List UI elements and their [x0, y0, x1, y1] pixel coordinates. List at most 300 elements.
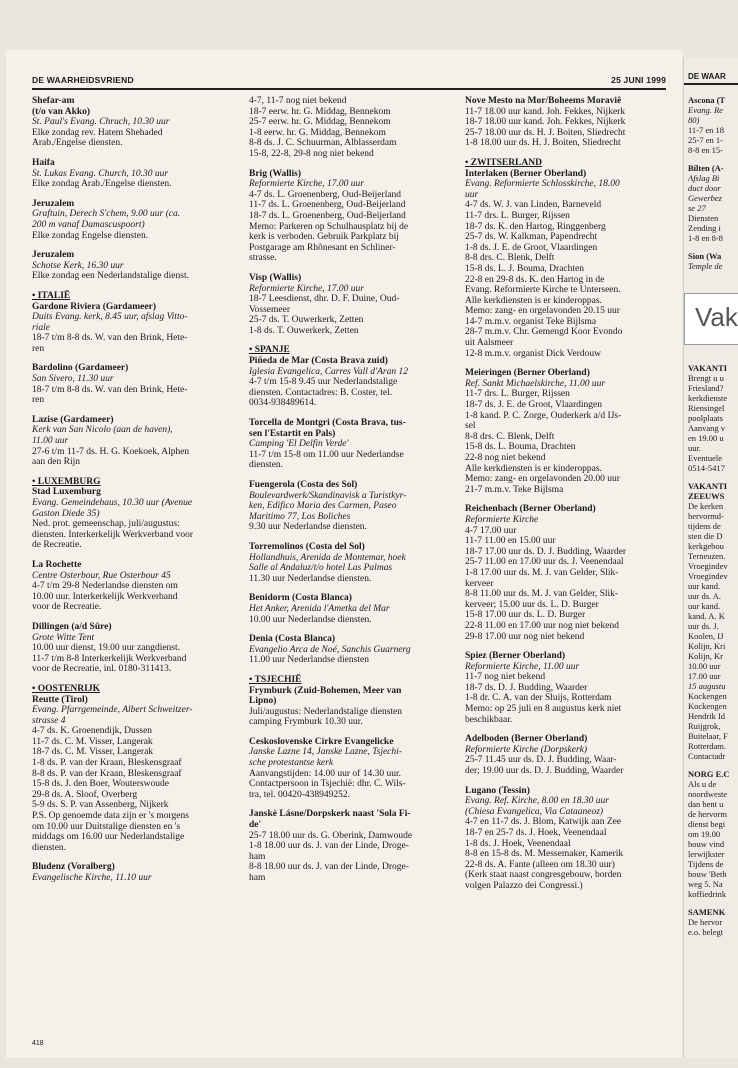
location-name: Benidorm (Costa Blanca): [249, 593, 352, 604]
strip-text-line: Gewerbez: [688, 193, 722, 203]
strip-text-line: bouw 'Beth: [688, 869, 727, 879]
service-line: 8-8 11.00 uur ds. M. J. van Gelder, Slik-: [465, 589, 619, 600]
service-line: 22-8 11.00 en 17.00 uur nog niet bekend: [465, 620, 619, 631]
country-heading: • TSJECHIË: [249, 674, 302, 685]
service-line: 4-7 ds. W. J. van Linden, Barneveld: [465, 200, 602, 211]
listing-entry: [32, 96, 235, 149]
church-address: Gaston Diede 35): [32, 508, 100, 519]
listing-entry: [465, 504, 668, 642]
strip-text-line: Kolijn, Kr: [688, 651, 723, 661]
service-line: 8-8 18.00 uur ds. J. van der Linde, Droge-: [249, 862, 409, 873]
location-name: Reichenbach (Berner Oberland): [465, 504, 596, 515]
service-line: 11.00 uur Nederlandse diensten: [249, 655, 369, 666]
service-line: Ned. prot. gemeenschap, juli/augustus:: [32, 519, 180, 530]
service-line: 18-7 ds. C. M. Visser, Langerak: [32, 747, 154, 758]
service-line: 18-7 ds. L. Groenenberg, Oud-Beijerland: [249, 210, 406, 221]
service-line: Juli/augustus: Nederlandstalige diensten: [249, 706, 403, 717]
strip-text-line: dan bent u: [688, 799, 724, 809]
listing-entry: [249, 96, 452, 160]
service-line: P.S. Op genoemde data zijn er 's morgens: [32, 811, 189, 822]
listing-entry: [465, 368, 668, 495]
location-name: de': [249, 820, 262, 831]
service-line: ham: [249, 873, 266, 883]
strip-text-line: uur.: [688, 443, 701, 453]
location-name: Bardolino (Gardameer): [32, 363, 129, 374]
service-line: 10.00 uur dienst, 19.00 uur zangdienst.: [32, 643, 181, 654]
church-address: Graftuin, Derech S'chem, 9.00 uur (ca.: [32, 209, 181, 220]
listing-entry: [249, 737, 452, 801]
church-address: St. Lukas Evang. Church, 10.30 uur: [32, 168, 169, 179]
strip-text-line: Brengt u u: [688, 373, 724, 383]
service-line: Vossemeer: [249, 304, 290, 315]
service-line: Elke zondag Arab./Engelse diensten.: [32, 179, 172, 190]
service-line: 5-9 ds. S. P. van Assenberg, Nijkerk: [32, 800, 169, 811]
strip-text-line: Hendrik Id: [688, 711, 726, 721]
listing-entry: [32, 415, 235, 468]
church-address: Evangelio Arca de Noé, Sanchis Guarnerg: [249, 644, 411, 655]
service-line: 1-8 kand. P. C. Zorge, Ouderkerk a/d IJs-: [465, 410, 622, 421]
location-name: Janskè Lásne/Dorpskerk naast 'Sola Fi-: [249, 809, 411, 820]
service-line: 11-7 ds. L. Groenenberg, Oud-Beijerland: [249, 200, 406, 211]
service-line: Memo: zang- en orgelavonden 20.15 uur: [465, 306, 620, 317]
service-line: diensten. Contactadres: B. Coster, tel.: [249, 387, 393, 398]
strip-text-line: 8-8 en 15-: [688, 145, 723, 155]
church-address: Maritimo 77, Los Boliches: [249, 511, 351, 522]
service-line: 11-7 t/m 15-8 om 11.00 uur Nederlandse: [249, 449, 404, 460]
service-line: 1-8 17.00 uur ds. M. J. van Gelder, Slik-: [465, 567, 619, 578]
next-page-header: DE WAAR: [684, 58, 738, 85]
service-line: 0034-938489614.: [249, 398, 317, 409]
service-line: uit Aalsmeer: [465, 338, 514, 349]
service-line: kerveer: [465, 578, 494, 589]
strip-text-line: 0514-5417: [688, 463, 725, 473]
service-line: 25-7 11.45 uur ds. D. J. Budding, Waar-: [465, 755, 617, 766]
strip-text-line: Temple de: [688, 261, 723, 271]
service-line: 1-8 ds. T. Ouwerkerk, Zetten: [249, 325, 359, 336]
country-heading: • SPANJE: [249, 345, 290, 356]
strip-gap: [684, 761, 738, 769]
service-line: ren: [32, 343, 45, 354]
service-line: 27-6 t/m 11-7 ds. H. G. Koekoek, Alphen: [32, 446, 190, 457]
listing-entry: [249, 273, 452, 337]
service-line: 11-7 drs. L. Burger, Rijssen: [465, 389, 570, 400]
service-line: 22-8 en 29-8 ds. K. den Hartog in de: [465, 274, 605, 285]
country-heading: • LUXEMBURG: [32, 476, 101, 487]
service-line: sel: [465, 421, 476, 432]
location-name: Stad Luxemburg: [32, 487, 101, 498]
service-line: 25-7 eerw. hr. G. Middag, Bennekom: [249, 117, 391, 128]
service-line: 8-8 ds. P. van der Kraan, Bleskensgraaf: [32, 768, 182, 779]
location-name: Piñeda de Mar (Costa Brava zuid): [249, 356, 388, 367]
service-line: 18-7 eerw. hr. G. Middag, Bennekom: [249, 106, 391, 117]
strip-text-line: Kockengen: [688, 701, 727, 711]
service-line: tra, tel. 00420-438949252.: [249, 789, 351, 800]
strip-text-line: Contactadr: [688, 751, 726, 761]
next-page-top-text: [684, 95, 738, 271]
listing-entry: [32, 291, 235, 355]
strip-text-line: en 19.00 u: [688, 433, 724, 443]
service-line: 18-7 Leesdienst, dhr. D. F. Duine, Oud-: [249, 294, 400, 305]
location-name: Lazise (Gardameer): [32, 414, 114, 425]
church-address: Evang. Reformierte Schlosskirche, 18.00: [465, 179, 620, 190]
church-address: Camping 'El Delfin Verde': [249, 439, 349, 450]
service-line: 4-7 en 11-7 ds. J. Blom, Katwijk aan Zee: [465, 817, 622, 828]
strip-text-line: 15 augustu: [688, 681, 726, 691]
service-line: Arab./Engelse diensten.: [32, 138, 123, 149]
service-line: 8-8 ds. J. C. Schuurman, Alblasserdam: [249, 138, 397, 149]
service-line: ham: [249, 851, 266, 862]
church-address: 200 m vanaf Damascuspoort): [32, 219, 145, 230]
service-line: ren: [32, 395, 45, 406]
strip-text-line: Afslag Bi: [688, 173, 720, 183]
location-name: Bludenz (Voralberg): [32, 862, 115, 873]
location-name: Torremolinos (Costa del Sol): [249, 541, 365, 552]
service-line: diensten.: [32, 842, 67, 853]
service-line: Alle kerkdiensten is er kinderoppas.: [465, 463, 602, 474]
strip-text-line: uur kand.: [688, 601, 721, 611]
location-name: Reutte (Tirol): [32, 694, 88, 705]
service-line: 10.00 uur Nederlandse diensten.: [249, 614, 372, 625]
strip-text-line: Koolen, IJ: [688, 631, 724, 641]
vakantie-banner: [684, 293, 738, 345]
listing-entry: [249, 542, 452, 584]
service-line: 25-7 ds. T. Ouwerkerk, Zetten: [249, 315, 364, 326]
church-address: Evangelische Kirche, 11.10 uur: [32, 873, 152, 883]
church-address: ken, Edifico Maria des Carmen, Paseo: [249, 501, 397, 512]
church-address: Reformierte Kirche, 17.00 uur: [249, 283, 364, 294]
strip-text-line: Vroegindev: [688, 561, 728, 571]
service-line: Elke zondag een Nederlandstalige dienst.: [32, 271, 189, 282]
strip-text-line: De kerken: [688, 501, 724, 511]
service-line: Contactpersoon in Tsjechië: dhr. C. Wils-: [249, 779, 406, 790]
service-line: 25-7 ds. W. Kalkman, Papendrecht: [465, 232, 598, 243]
church-address: Reformierte Kirche, 11.00 uur: [465, 661, 580, 672]
service-line: 25-7 18.00 uur ds. H. J. Boiten, Sliedrecht: [465, 127, 626, 138]
strip-text-line: kerkgebou: [688, 541, 724, 551]
service-line: beschikbaar.: [465, 714, 513, 725]
church-address: San Sivero, 11.30 uur: [32, 374, 114, 385]
church-address: Evang. Ref. Kirche, 8.00 en 18.30 uur: [465, 796, 609, 807]
service-line: Elke zondag Engelse diensten.: [32, 230, 149, 241]
church-address: strasse 4: [32, 715, 66, 726]
strip-text-line: Eventuele: [688, 453, 722, 463]
service-line: 18-7 t/m 8-8 ds. W. van den Brink, Hete-: [32, 384, 188, 395]
service-line: 11-7 nog niet bekend: [465, 672, 546, 683]
service-line: 15-8 ds. L. J. Bouma, Drachten: [465, 263, 584, 274]
location-name: Haifa: [32, 157, 55, 168]
service-line: 8-8 drs. C. Blenk, Delft: [465, 431, 555, 442]
location-name: Spiez (Berner Oberland): [465, 651, 566, 662]
listing-entry: [32, 250, 235, 282]
strip-text-line: Bilten (A-: [688, 163, 724, 173]
service-line: 18-7 18.00 uur kand. Joh. Fekkes, Nijkerk: [465, 117, 626, 128]
location-name: Jeruzalem: [32, 198, 75, 209]
strip-text-line: poolplaats: [688, 413, 723, 423]
strip-text-line: Terneuzen.: [688, 551, 726, 561]
listing-entry: [32, 363, 235, 405]
church-address: sche protestantse kerk: [249, 758, 334, 769]
church-address: Evang. Gemeindehaus, 10.30 uur (Avenue: [32, 498, 193, 508]
service-line: aan den Rijn: [32, 457, 81, 468]
service-line: 4-7 ds. L. Groenenberg, Oud-Beijerland: [249, 189, 402, 200]
service-line: 4-7 17.00 uur: [465, 525, 517, 536]
listing-entry: [249, 345, 452, 409]
service-line: 14-7 m.m.v. organist Teke Bijlsma: [465, 316, 597, 327]
location-name: Nove Mesto na Mor/Boheems Moraviê: [465, 96, 622, 106]
strip-text-line: 17.00 uur: [688, 671, 721, 681]
page-number: 418: [32, 1040, 44, 1047]
country-heading: • OOSTENRIJK: [32, 683, 100, 694]
listing-entry: [32, 477, 235, 551]
strip-text-line: de hervorm: [688, 809, 727, 819]
listing-entry: [249, 480, 452, 533]
service-line: 11.30 uur Nederlandse diensten.: [249, 573, 372, 584]
listing-entry: [32, 158, 235, 190]
service-line: 15-8 17.00 uur ds. L. D. Burger: [465, 610, 586, 621]
service-line: 11-7 t/m 8-8 Interkerkelijk Werkverband: [32, 653, 187, 664]
strip-text-line: ZEEUWS: [688, 491, 725, 501]
strip-text-line: 25-7 en 1-: [688, 135, 723, 145]
strip-text-line: Diensten: [688, 213, 719, 223]
service-line: de Recreatie.: [32, 540, 82, 551]
church-address: Evang. Pfarrgemeinde, Albert Schweitzer-: [32, 705, 193, 716]
strip-text-line: Evang. Re: [688, 105, 723, 115]
service-line: Alle kerkdiensten is er kinderoppas.: [465, 295, 602, 306]
service-line: 15-8 ds. L. Bouma, Drachten: [465, 442, 576, 453]
issue-date: 25 JUNI 1999: [611, 75, 666, 85]
strip-text-line: bouw vind: [688, 839, 725, 849]
service-line: middags om 16.00 uur Nederlandstalige: [32, 832, 185, 843]
location-name: Shefar-am: [32, 96, 75, 106]
location-name: (t/o van Akko): [32, 106, 91, 117]
church-address: Ref. Sankt Michaelskirche, 11.00 uur: [465, 378, 606, 389]
church-address: (Chiesa Evangelica, Via Cataaneoz): [465, 806, 604, 817]
service-line: 18-7 t/m 8-8 ds. W. van den Brink, Hete-: [32, 333, 188, 344]
strip-text-line: e.o. belegt: [688, 927, 724, 937]
church-address: Reformierte Kirche: [465, 514, 539, 525]
service-line: 1-8 ds. J. E. de Groot, Vlaardingen: [465, 242, 598, 253]
listing-entry: [249, 169, 452, 264]
location-name: Dillingen (a/d Sûre): [32, 621, 112, 632]
location-name: Torcella de Montgri (Costa Brava, tus-: [249, 418, 406, 429]
listing-entry: [32, 199, 235, 241]
column-3: [465, 96, 668, 901]
strip-text-line: dienst begi: [688, 819, 726, 829]
service-line: 29-8 17.00 uur nog niet bekend: [465, 631, 585, 642]
service-line: 22-8 ds. A. Fante (alleen om 18.30 uur): [465, 859, 615, 870]
service-line: 12-8 m.m.v. organist Dick Verdouw: [465, 348, 601, 359]
listing-entry: [465, 651, 668, 725]
strip-text-line: SAMENK: [688, 907, 726, 917]
location-name: Lipno): [249, 696, 277, 707]
listing-entry: [32, 560, 235, 613]
church-address: Iglesia Evangelica, Carres Vall d'Aran 12: [249, 366, 408, 377]
church-address: Reformierte Kirche (Dorpskerk): [465, 744, 588, 755]
service-line: om 10.00 uur Duitstalige diensten en 's: [32, 821, 181, 832]
church-address: riale: [32, 322, 50, 333]
church-address: Boulevardwerk/Skandinavisk a Turistkyr-: [249, 490, 407, 501]
location-name: Fuengerola (Costa des Sol): [249, 480, 358, 490]
strip-text-line: Buitelaar, F: [688, 731, 728, 741]
church-address: Janske Lazne 14, Janske Lazne, Tsjechi-: [249, 747, 402, 758]
service-line: 18-7 ds. D. J. Budding, Waarder: [465, 682, 588, 693]
newspaper-title: DE WAARHEIDSVRIEND: [32, 75, 134, 85]
service-line: strasse.: [249, 253, 277, 264]
strip-text-line: Kolijn, Kri: [688, 641, 726, 651]
location-name: Ceskoslovenske Cirkre Evangelicke: [249, 736, 394, 747]
church-address: Salle al Andaluz/t/o hotel Las Palmas: [249, 563, 393, 574]
strip-text-line: noordweste: [688, 789, 728, 799]
strip-text-line: Riensingel: [688, 403, 725, 413]
strip-text-line: VAKANTI: [688, 363, 728, 373]
listing-entry: [249, 809, 452, 883]
service-line: 25-7 18.00 uur ds. G. Oberink, Damwoude: [249, 830, 413, 841]
location-name: Denia (Costa Blanca): [249, 634, 336, 645]
listing-entry: [32, 622, 235, 675]
service-line: Aanvangstijden: 14.00 uur of 14.30 uur.: [249, 768, 401, 779]
strip-text-line: Tijdens de: [688, 859, 724, 869]
location-name: Meieringen (Berner Oberland): [465, 368, 590, 379]
strip-text-line: lerwijkster: [688, 849, 725, 859]
location-name: Gardone Riviera (Gardameer): [32, 301, 156, 312]
church-address: Schotse Kerk, 16.30 uur: [32, 260, 124, 271]
service-line: 18-7 17.00 uur ds. D. J. Budding, Waarder: [465, 546, 627, 557]
strip-text-line: NORG E.C: [688, 769, 730, 779]
service-line: 1-8 18.00 uur ds. H. J. Boiten, Sliedrecht: [465, 138, 621, 149]
service-line: 4-7 t/m 15-8 9.45 uur Nederlandstalige: [249, 377, 398, 388]
strip-text-line: 1-8 en 8-8: [688, 233, 723, 243]
country-heading: • ZWITSERLAND: [465, 157, 542, 168]
service-line: 8-8 en 15-8 ds. M. Messemaker, Kamerik: [465, 849, 624, 860]
listing-entry: [465, 734, 668, 776]
strip-text-line: om 19.00: [688, 829, 721, 839]
service-line: 11-7 11.00 en 15.00 uur: [465, 536, 556, 547]
listing-entry: [249, 418, 452, 471]
listing-entry: [249, 675, 452, 728]
column-2: [249, 96, 452, 893]
next-page-bottom-text: [684, 363, 738, 937]
service-line: 1-8 ds. P. van der Kraan, Bleskensgraaf: [32, 758, 182, 769]
listing-entry: [465, 158, 668, 359]
service-line: kerveer; 15.00 uur ds. L. D. Burger: [465, 599, 599, 610]
service-line: 1-8 eerw. hr. G. Middag, Bennekom: [249, 127, 386, 138]
strip-text-line: tijdens de: [688, 521, 721, 531]
strip-gap: [684, 155, 738, 163]
next-page-strip: [683, 58, 738, 1058]
location-name: Brig (Wallis): [249, 168, 301, 179]
service-line: Memo: Parkeren op Schulhausplatz bij de: [249, 221, 409, 232]
strip-text-line: 10.00 uur: [688, 661, 721, 671]
strip-text-line: Als u de: [688, 779, 717, 789]
service-line: kerk is verboden. Gebruik Parkplatz bij: [249, 232, 399, 243]
strip-text-line: 11-7 en 18: [688, 125, 725, 135]
listing-entry: [465, 96, 668, 149]
service-line: 15-8, 22-8, 29-8 nog niet bekend: [249, 148, 374, 159]
location-name: Interlaken (Berner Oberland): [465, 168, 587, 179]
service-line: 29-8 ds. A. Sloof, Overberg: [32, 789, 138, 800]
strip-text-line: Vroegindev: [688, 571, 728, 581]
strip-text-line: sten die D: [688, 531, 723, 541]
service-line: diensten.: [249, 460, 284, 471]
strip-gap: [684, 473, 738, 481]
strip-text-line: hervormd-: [688, 511, 724, 521]
service-line: diensten. Interkerkelijk Werkverband voor: [32, 529, 194, 540]
service-line: 18-7 ds. J. E. de Groot, Vlaardingen: [465, 400, 603, 411]
church-address: Reformierte Kirche, 17.00 uur: [249, 179, 364, 190]
church-address: 11.00 uur: [32, 436, 69, 447]
service-line: Evang. Reformierte Kirche te Unterseen.: [465, 285, 621, 296]
church-address: Hollandhuis, Arenida de Montemar, hoek: [249, 552, 406, 563]
strip-text-line: Kockengen: [688, 691, 727, 701]
column-1: [32, 96, 235, 893]
service-line: 1-8 ds. J. Hoek, Veenendaal: [465, 838, 571, 849]
service-line: 11-7 18.00 uur kand. Joh. Fekkes, Nijkerk: [465, 106, 626, 117]
service-line: 11-7 drs. L. Burger, Rijssen: [465, 210, 570, 221]
church-address: uur: [465, 189, 479, 200]
service-line: der; 19.00 uur ds. D. J. Budding, Waarder: [465, 766, 624, 777]
church-address: Centre Osterbour, Rue Osterbour 45: [32, 570, 171, 581]
listing-entry: [249, 634, 452, 666]
service-line: camping Frymburk 10.30 uur.: [249, 717, 363, 728]
strip-text-line: VAKANTI: [688, 481, 728, 491]
service-line: (Kerk staat naast congresgebouw, borden: [465, 870, 622, 881]
listing-entry: [249, 593, 452, 625]
strip-text-line: uur ds. A.: [688, 591, 722, 601]
strip-text-line: uur kand.: [688, 581, 721, 591]
service-line: Elke zondag rev. Hatem Shehaded: [32, 127, 163, 138]
listing-entry: [465, 786, 668, 892]
strip-text-line: weg 5. Na: [688, 879, 723, 889]
church-address: Duits Evang. kerk, 8.45 uur, afslag Vitto-: [32, 312, 188, 323]
strip-text-line: Aanvang v: [688, 423, 726, 433]
location-name: Visp (Wallis): [249, 272, 302, 283]
strip-text-line: Ruijgrok,: [688, 721, 721, 731]
location-name: La Rochette: [32, 559, 82, 570]
service-line: 8-8 drs. C. Blenk, Delft: [465, 253, 555, 264]
strip-text-line: koffiedrink: [688, 889, 727, 899]
service-line: 25-7 11.00 en 17.00 uur ds. J. Veenendaal: [465, 557, 624, 568]
service-line: 15-8 ds. J. den Boer, Wouterswoude: [32, 779, 169, 790]
service-line: 18-7 en 25-7 ds. J. Hoek, Veenendaal: [465, 828, 607, 838]
service-line: Postgarage am Rhônesant en Schliner-: [249, 242, 396, 253]
service-line: 4-7, 11-7 nog niet bekend: [249, 96, 347, 106]
service-line: 1-8 18.00 uur ds. J. van der Linde, Droge-: [249, 841, 409, 852]
strip-text-line: uur ds. J.: [688, 621, 719, 631]
location-name: Adelboden (Berner Oberland): [465, 734, 588, 745]
service-line: 9.30 uur Nederlandse diensten.: [249, 522, 367, 533]
strip-text-line: kerkdienste: [688, 393, 728, 403]
strip-text-line: 80): [688, 115, 700, 125]
strip-text-line: duct door: [688, 183, 721, 193]
strip-text-line: Zending i: [688, 223, 721, 233]
service-line: volgen Palazzo dei Congressi.): [465, 880, 583, 891]
page-header: [32, 74, 666, 90]
service-line: 11-7 ds. C. M. Visser, Langerak: [32, 736, 153, 747]
strip-text-line: se 27: [688, 203, 706, 213]
strip-text-line: Sion (Wa: [688, 251, 722, 261]
strip-gap: [684, 243, 738, 251]
service-line: 4-7 t/m 29-8 Nederlandse diensten om: [32, 581, 178, 592]
service-line: Memo: zang- en orgelavonden 20.00 uur: [465, 474, 620, 485]
service-line: voor de Recreatie.: [32, 602, 102, 613]
strip-gap: [684, 899, 738, 907]
service-line: 4-7 ds. K. Groenendijk, Dussen: [32, 726, 153, 737]
strip-text-line: Friesland?: [688, 383, 724, 393]
listing-entry: [32, 684, 235, 854]
location-name: Jeruzalem: [32, 250, 75, 261]
service-line: 28-7 m.m.v. Chr. Gemengd Koor Evondo: [465, 327, 623, 338]
strip-text-line: Rotterdam.: [688, 741, 727, 751]
